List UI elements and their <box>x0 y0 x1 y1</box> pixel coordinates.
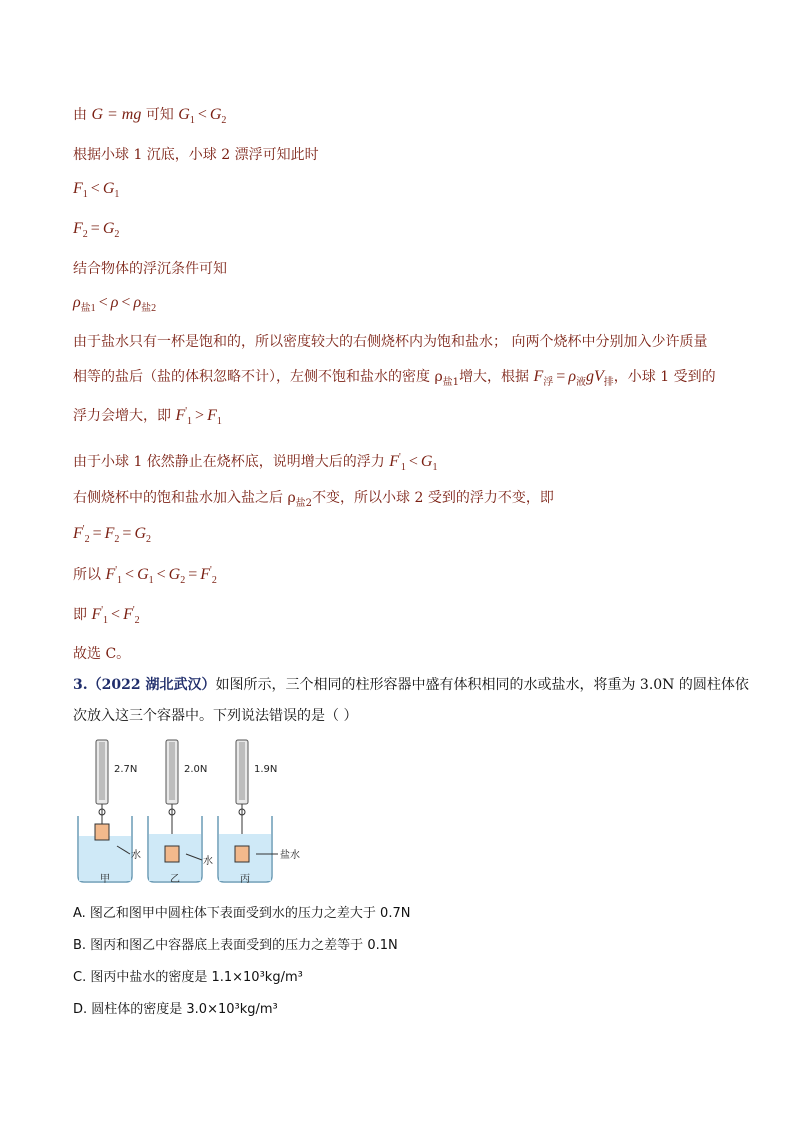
text: 可知 <box>145 107 174 123</box>
text: 增大，根据 <box>459 369 530 385</box>
text: 右侧烧杯中的饱和盐水加入盐之后 ρ <box>73 490 296 506</box>
experiment-figure <box>70 736 330 886</box>
prime: ' <box>210 565 212 576</box>
symbol: F <box>200 566 211 583</box>
subscript: 盐1 <box>80 303 96 314</box>
operator: = <box>92 525 102 542</box>
operator: = <box>188 566 198 583</box>
subscript: 1 <box>187 416 193 427</box>
operator: < <box>125 566 135 583</box>
operator: < <box>156 566 166 583</box>
symbol: G <box>102 180 115 197</box>
text: 由 <box>73 107 87 123</box>
symbol: F <box>73 525 83 542</box>
symbol: F <box>207 407 217 424</box>
subscript: 盐2 <box>295 498 313 509</box>
text: 浮力会增大，即 <box>73 408 171 424</box>
question-3-cont: 次放入这三个容器中。下列说法错误的是（ ） <box>73 708 358 724</box>
symbol: G <box>420 453 433 470</box>
operator: < <box>90 180 100 197</box>
question-text: 如图所示，三个相同的柱形容器中盛有体积相同的水或盐水，将重为 3.0N 的圆柱体依 <box>215 677 749 693</box>
symbol: F <box>73 180 83 197</box>
line-buoyancy-formula <box>73 366 716 388</box>
subscript: 2 <box>180 575 186 586</box>
subscript: 盐1 <box>442 377 460 388</box>
subscript: 1 <box>117 575 123 586</box>
symbol: G <box>168 566 181 583</box>
symbol: F <box>533 368 544 385</box>
subscript: 2 <box>134 615 140 626</box>
prime: ' <box>82 524 85 535</box>
line-text <box>73 487 554 509</box>
caption-jia: 甲 <box>100 874 110 885</box>
subscript: 2 <box>146 534 151 545</box>
operator: = <box>556 368 566 385</box>
symbol: ρ <box>133 294 142 311</box>
setup-jia <box>78 740 141 885</box>
text: 由于小球 1 依然静止在烧杯底，说明增大后的浮力 <box>73 454 385 470</box>
symbol: V <box>594 368 604 385</box>
line-text: 由于盐水只有一杯是饱和的，所以密度较大的右侧烧杯内为饱和盐水； 向两个烧杯中分别加入少许质量 <box>73 334 708 350</box>
symbol: F <box>175 407 186 424</box>
option-c: C. 图丙中盐水的密度是 1.1×10³kg/m³ <box>73 970 303 985</box>
symbol: F <box>389 453 400 470</box>
formula-f1-g1 <box>73 180 119 200</box>
symbol: F <box>73 220 83 237</box>
symbol: g <box>586 368 595 385</box>
line-text: 根据小球 1 沉底，小球 2 漂浮可知此时 <box>73 147 319 163</box>
subscript: 1 <box>189 115 195 126</box>
line-chain <box>73 564 217 586</box>
reading-bing: 1.9N <box>254 764 278 775</box>
question-number: 3. <box>73 677 88 693</box>
answer-line: 故选 C。 <box>73 646 131 662</box>
formula-f2-g2 <box>73 220 119 240</box>
symbol: F <box>91 606 102 623</box>
subscript: 1 <box>114 189 120 200</box>
symbol: G <box>178 106 190 123</box>
prime: ' <box>101 605 104 616</box>
operator: < <box>98 294 108 311</box>
operator: = <box>122 525 132 542</box>
subscript: 液 <box>576 377 587 388</box>
subscript: 2 <box>211 575 217 586</box>
subscript: 1 <box>82 189 88 200</box>
symbol: F <box>105 566 116 583</box>
formula-rho <box>73 294 156 314</box>
line-g-mg <box>73 104 226 126</box>
subscript: 2 <box>114 534 120 545</box>
subscript: 2 <box>82 229 88 240</box>
subscript: 2 <box>114 229 120 240</box>
operator: > <box>195 407 205 424</box>
operator: < <box>121 294 131 311</box>
text: 所以 <box>73 567 101 583</box>
prime: ' <box>132 605 135 616</box>
prime: ' <box>115 565 118 576</box>
option-a: A. 图乙和图甲中圆柱体下表面受到水的压力之差大于 0.7N <box>73 906 411 921</box>
formula: G = mg <box>91 106 142 123</box>
subscript: 2 <box>84 534 90 545</box>
option-b: B. 图丙和图乙中容器底上表面受到的压力之差等于 0.1N <box>73 938 398 953</box>
symbol: G <box>134 525 146 542</box>
line-conclusion <box>73 604 140 626</box>
formula-f2-prime <box>73 524 151 545</box>
symbol: ρ <box>568 368 577 385</box>
symbol: F <box>123 606 133 623</box>
line-text: 结合物体的浮沉条件可知 <box>73 261 227 277</box>
operator: < <box>197 106 207 123</box>
subscript: 1 <box>432 462 438 473</box>
water-label-yi: 水 <box>203 856 213 867</box>
prime: ' <box>185 406 188 417</box>
prime: ' <box>399 452 401 463</box>
subscript: 排 <box>603 377 614 388</box>
line-f1-increase <box>73 405 222 427</box>
symbol: G <box>137 566 149 583</box>
subscript: 1 <box>216 416 222 427</box>
text: 即 <box>73 607 87 623</box>
reading-jia: 2.7N <box>114 764 138 775</box>
question-source: （2022 湖北武汉） <box>87 677 216 693</box>
caption-bing: 丙 <box>240 874 250 885</box>
text: 不变，所以小球 2 受到的浮力不变，即 <box>312 490 554 506</box>
subscript: 1 <box>148 575 154 586</box>
subscript: 盐2 <box>141 303 157 314</box>
caption-yi: 乙 <box>170 874 180 885</box>
option-d: D. 圆柱体的密度是 3.0×10³kg/m³ <box>73 1002 278 1017</box>
symbol: ρ <box>110 294 119 311</box>
subscript: 1 <box>400 462 406 473</box>
water-label-jia: 水 <box>131 850 141 861</box>
symbol: G <box>209 106 222 123</box>
symbol: ρ <box>73 294 81 311</box>
question-3 <box>73 674 749 694</box>
subscript: 浮 <box>543 377 554 388</box>
operator: < <box>408 453 418 470</box>
symbol: G <box>102 220 115 237</box>
symbol: F <box>104 525 115 542</box>
operator: = <box>90 220 100 237</box>
operator: < <box>111 606 121 623</box>
line-f1-prime <box>73 451 437 473</box>
saltwater-label: 盐水 <box>280 850 300 861</box>
reading-yi: 2.0N <box>184 764 208 775</box>
setup-yi <box>148 740 213 885</box>
text: ，小球 1 受到的 <box>613 369 716 385</box>
subscript: 2 <box>221 115 227 126</box>
subscript: 1 <box>103 615 109 626</box>
setup-bing <box>218 740 300 885</box>
text: 相等的盐后（盐的体积忽略不计），左侧不饱和盐水的密度 ρ <box>73 369 443 385</box>
